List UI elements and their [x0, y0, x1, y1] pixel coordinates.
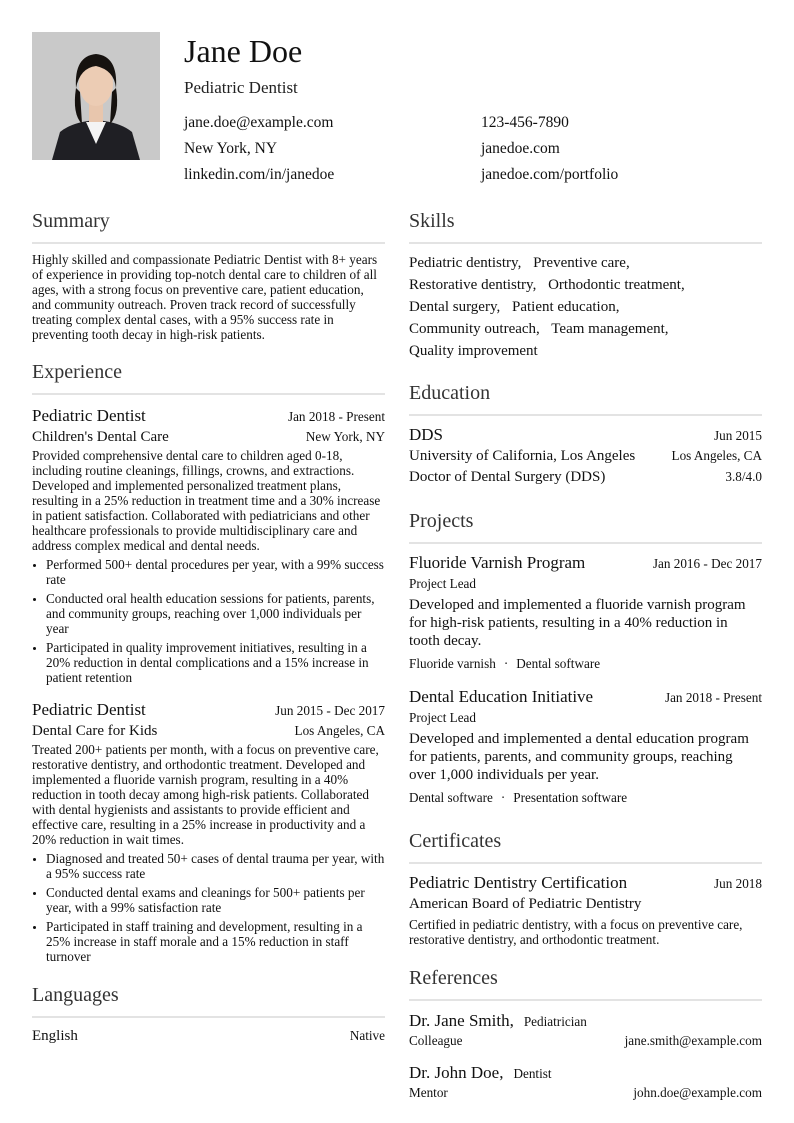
certificate-name: Pediatric Dentistry Certification	[409, 873, 628, 892]
projects-section	[409, 508, 762, 808]
education-location: Los Angeles, CA	[671, 448, 762, 463]
skill-item: Quality improvement	[409, 343, 538, 359]
profile-photo	[32, 32, 160, 160]
skill-item: Orthodontic treatment,	[548, 277, 685, 293]
languages-section	[32, 982, 385, 1047]
person-photo-icon	[32, 32, 160, 160]
experience-section	[32, 359, 385, 964]
project-role: Project Lead	[409, 576, 477, 591]
skill-item: Patient education,	[511, 299, 620, 315]
job-description: Treated 200+ patients per month, with a focus on preventive care, restorative dentistry, and orthodontic treatment. Developed and implemented a fluoride varnish program, resulting in a 40% reduction in tooth decay among high-risk patients. Collaborated with dental hygienists and assistants to provide efficient and effective care, resulting in a 25% increase in productivity and a 20% reduction in wait times.	[32, 742, 379, 847]
contact-location: New York, NY	[184, 140, 278, 157]
project-tag: Presentation software	[513, 790, 628, 805]
reference-position: Pediatrician	[523, 1014, 587, 1029]
skill-item: Team management,	[551, 321, 669, 337]
education-gpa: 3.8/4.0	[725, 469, 762, 484]
language-level: Native	[349, 1028, 385, 1043]
project-entry	[409, 686, 762, 808]
reference-position: Dentist	[513, 1066, 552, 1081]
job-company: Dental Care for Kids	[32, 723, 158, 739]
project-description: Developed and implemented a dental education program for patients, parents, and community groups, reaching over 1,000 individuals per year.	[409, 731, 749, 783]
job-entry	[32, 699, 385, 964]
list-item: • Conducted oral health education sessions for patients, parents, and community groups, reaching over 1,000 individuals per year	[46, 591, 385, 636]
project-date: Jan 2016 - Dec 2017	[652, 556, 762, 571]
education-degree: DDS	[409, 425, 444, 444]
candidate-name: Jane Doe	[184, 33, 303, 69]
reference-entry	[409, 1009, 762, 1049]
project-role: Project Lead	[409, 710, 477, 725]
education-section	[409, 380, 762, 488]
section-title-skills: Skills	[409, 208, 762, 244]
language-row	[32, 1026, 385, 1047]
reference-name: Dr. Jane Smith,	[409, 1011, 514, 1030]
skill-item: Pediatric dentistry,	[409, 255, 522, 271]
list-item: • Conducted dental exams and cleanings for 500+ patients per year, with a 99% satisfaction rate	[46, 885, 385, 915]
left-column	[32, 208, 385, 1047]
section-title-education: Education	[409, 380, 762, 416]
education-school: University of California, Los Angeles	[409, 448, 636, 464]
project-entry	[409, 552, 762, 674]
skill-item: Community outreach,	[409, 321, 540, 337]
list-item: • Performed 500+ dental procedures per year, with a 99% success rate	[46, 557, 385, 587]
skill-item: Restorative dentistry,	[409, 277, 537, 293]
certificate-date: Jun 2018	[714, 876, 762, 891]
separator-dot: ·	[503, 656, 509, 671]
references-section	[409, 965, 762, 1101]
project-tag: Fluoride varnish	[409, 656, 496, 671]
job-date: Jan 2018 - Present	[287, 409, 385, 424]
job-title: Pediatric Dentist	[32, 406, 146, 425]
skill-item: Preventive care,	[533, 255, 630, 271]
section-title-experience: Experience	[32, 359, 385, 395]
skills-section	[409, 208, 762, 362]
summary-section	[32, 208, 385, 342]
reference-entry	[409, 1061, 762, 1101]
contact-portfolio[interactable]: janedoe.com/portfolio	[481, 166, 619, 183]
reference-email[interactable]: john.doe@example.com	[633, 1085, 762, 1100]
reference-name: Dr. John Doe,	[409, 1063, 504, 1082]
section-title-projects: Projects	[409, 508, 762, 544]
certificate-issuer: American Board of Pediatric Dentistry	[409, 896, 642, 912]
list-item: • Diagnosed and treated 50+ cases of dental trauma per year, with a 95% success rate	[46, 851, 385, 881]
project-tag: Dental software	[516, 656, 601, 671]
separator-dot: ·	[500, 790, 506, 805]
job-description: Provided comprehensive dental care to children aged 0-18, including routine cleanings, fillings, crowns, and extractions. Developed and implemented personalized treatment plans, resulting in a 25% reduction in treatment time and a 30% increase in patient satisfaction. Collaborated with pediatricians and other healthcare professionals to provide multidisciplinary care and address complex medical and dental needs.	[32, 448, 381, 553]
contact-email[interactable]: jane.doe@example.com	[184, 114, 334, 131]
job-location: Los Angeles, CA	[294, 723, 385, 738]
job-date: Jun 2015 - Dec 2017	[275, 703, 385, 718]
project-tag: Dental software	[409, 790, 493, 805]
job-location: New York, NY	[305, 429, 385, 444]
contact-linkedin[interactable]: linkedin.com/in/janedoe	[184, 166, 335, 183]
project-tags	[409, 788, 762, 808]
job-bullets	[32, 557, 385, 685]
right-column	[409, 208, 762, 1101]
project-date: Jan 2018 - Present	[664, 690, 762, 705]
section-title-references: References	[409, 965, 762, 1001]
project-description: Developed and implemented a fluoride varnish program for high-risk patients, resulting in a 40% reduction in tooth decay.	[409, 597, 746, 649]
list-item: • Participated in staff training and development, resulting in a 25% increase in staff morale and a 15% reduction in staff turnover	[46, 919, 385, 964]
skills-list	[409, 252, 762, 362]
job-entry	[32, 405, 385, 685]
reference-relation: Colleague	[409, 1033, 463, 1048]
certificate-description: Certified in pediatric dentistry, with a focus on preventive care, restorative dentistry, and orthodontic treatment.	[409, 917, 743, 947]
contact-website[interactable]: janedoe.com	[481, 140, 560, 157]
section-title-languages: Languages	[32, 982, 385, 1018]
reference-email[interactable]: jane.smith@example.com	[624, 1033, 762, 1048]
section-title-certificates: Certificates	[409, 828, 762, 864]
job-title: Pediatric Dentist	[32, 700, 146, 719]
project-name: Fluoride Varnish Program	[409, 553, 586, 572]
project-name: Dental Education Initiative	[409, 687, 594, 706]
language-name: English	[32, 1028, 78, 1044]
education-field: Doctor of Dental Surgery (DDS)	[409, 469, 606, 485]
education-date: Jun 2015	[714, 428, 762, 443]
section-title-summary: Summary	[32, 208, 385, 244]
job-bullets	[32, 851, 385, 964]
job-company: Children's Dental Care	[32, 429, 169, 445]
summary-text: Highly skilled and compassionate Pediatric Dentist with 8+ years of experience in providing top-notch dental care to children of all ages, with a strong focus on preventive care, patient education, and community outreach. Proven track record of successfully treating complex dental cases, with a 95% success rate in preventing tooth decay in high-risk patients.	[32, 252, 378, 342]
list-item: • Participated in quality improvement initiatives, resulting in a 20% reduction in dental complications and a 15% increase in patient retention	[46, 640, 385, 685]
certificates-section	[409, 828, 762, 947]
skill-item: Dental surgery,	[409, 299, 501, 315]
contact-phone[interactable]: 123-456-7890	[481, 114, 569, 131]
reference-relation: Mentor	[409, 1085, 448, 1100]
project-tags	[409, 654, 762, 674]
candidate-title: Pediatric Dentist	[184, 78, 298, 97]
